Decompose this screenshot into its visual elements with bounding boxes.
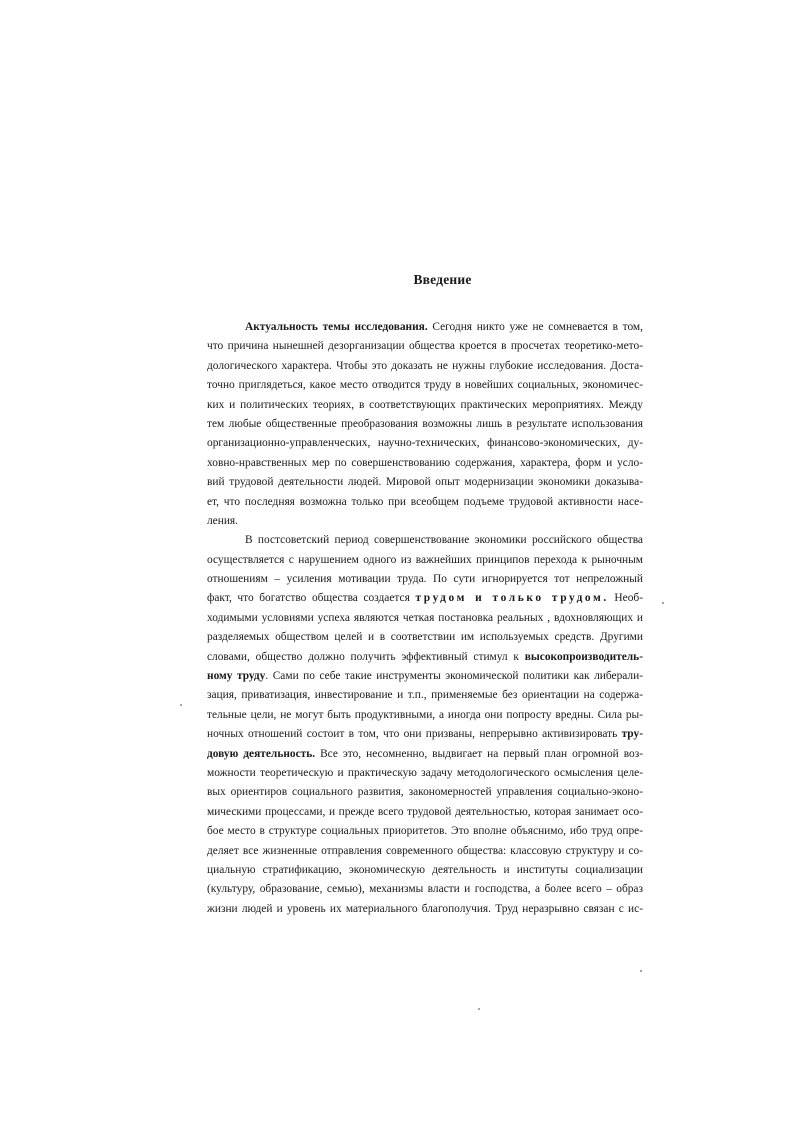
text-line: точно приглядеться, какое место отводится труду в новейших социальных, экономичес- <box>207 379 643 392</box>
text-line: вых ориентиров социального развития, закономерностей управления социально-эконо- <box>207 786 643 799</box>
text-line: ховно-нравственных мер по совершенствованию содержания, характера, форм и усло- <box>207 456 643 469</box>
text-line: что причина нынешней дезорганизации общества кроется в просчетах теоретико-мето- <box>207 340 643 353</box>
scan-speck <box>180 704 182 706</box>
text-line: разделяемых обществом целей и в соответствии им используемых средств. Другими <box>207 631 643 644</box>
bold-heading: Актуальность темы исследования. <box>245 321 428 333</box>
text-line: ления. <box>207 514 239 527</box>
text-line: зация, приватизация, инвестирование и т.п., применяемые без ориентации на содержа- <box>207 689 643 702</box>
text-line: организационно-управленческих, научно-технических, финансово-экономических, ду- <box>207 437 643 450</box>
text-line: тем любые общественные преобразования возможны лишь в результате использования <box>207 417 643 430</box>
emphasis-spaced: трудом и только трудом. <box>415 592 609 605</box>
emphasis-bold: довую деятельность. <box>207 747 316 760</box>
text-line: осуществляется с нарушением одного из важнейших принципов перехода к рыночным <box>207 553 643 566</box>
text-line: мическими процессами, и прежде всего трудовой деятельностью, которая занимает осо- <box>207 805 643 818</box>
emphasis-bold: ному труду <box>207 670 266 683</box>
emphasis-bold: высокопроизводитель- <box>524 650 643 663</box>
text-line: жизни людей и уровень их материального благополучия. Труд неразрывно связан с ис- <box>207 902 643 915</box>
text-line: дологического характера. Чтобы это доказать не нужны глубокие исследования. Доста- <box>207 359 643 372</box>
text-line: вий трудовой деятельности людей. Мировой опыт модернизации экономики доказыва- <box>207 476 643 489</box>
scan-speck <box>662 602 664 604</box>
scan-speck <box>640 970 642 972</box>
text-line: словами, общество должно получить эффективный стимул к высокопроизводитель- <box>207 650 643 663</box>
text-line: Актуальность темы исследования. Сегодня никто уже не сомневается в том, <box>245 321 643 333</box>
text-line: В постсоветский период совершенствование экономики российского общества <box>245 534 643 547</box>
text-line: ких и политических теориях, в соответствующих практических мероприятиях. Между <box>207 398 643 411</box>
text-line: деляет все жизненные отправления современного общества: классовую структуру и со- <box>207 844 643 857</box>
body-text <box>207 318 643 919</box>
text-line: бое место в структуре социальных приоритетов. Это вполне объяснимо, ибо труд опре- <box>207 825 643 838</box>
scan-speck <box>478 1008 480 1010</box>
text-line: ночных отношений состоит в том, что они призваны, непрерывно активизировать тру- <box>207 728 643 741</box>
text-line: (культуру, образование, семью), механизмы власти и господства, а более всего – образ <box>207 883 643 896</box>
text-line: довую деятельность. Все это, несомненно, выдвигает на первый план огромной воз- <box>207 747 643 760</box>
text-line: факт, что богатство общества создается трудом и только трудом. Необ- <box>207 592 643 605</box>
section-title: Введение <box>413 272 472 287</box>
text-line: можности теоретическую и практическую задачу методологического осмысления целе- <box>207 766 643 779</box>
text-line: тельные цели, не могут быть продуктивными, а иногда они попросту вредны. Сила ры- <box>207 708 643 721</box>
emphasis-bold: тру- <box>621 728 643 741</box>
text-line: ному труду. Сами по себе такие инструменты экономической политики как либерали- <box>207 670 643 683</box>
text-line: отношениям – усиления мотивации труда. По сути игнорируется тот непреложный <box>207 573 643 586</box>
text-line: циальную стратификацию, экономическую деятельность и институты социализации <box>207 863 643 876</box>
text-line: ет, что последняя возможна только при всеобщем подъеме трудовой активности насе- <box>207 495 643 508</box>
text-line: ходимыми условиями успеха являются четкая постановка реальных , вдохновляющих и <box>207 611 643 624</box>
